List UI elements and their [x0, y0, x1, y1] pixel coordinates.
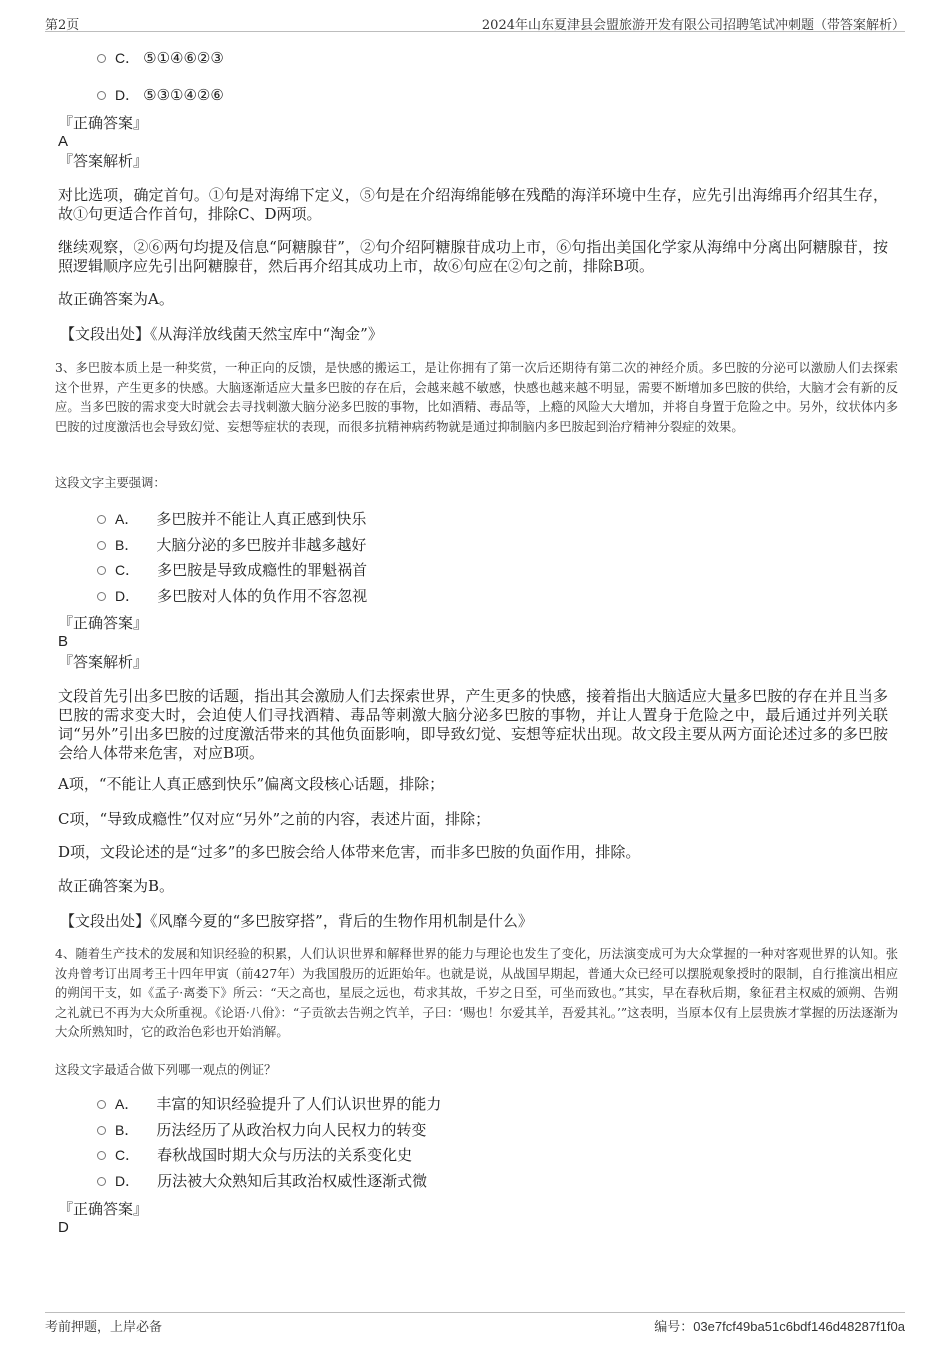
- q2-option-d[interactable]: [97, 84, 224, 106]
- q4-option-d[interactable]: [97, 1170, 427, 1192]
- option-text: 大脑分泌的多巴胺并非越多越好: [156, 536, 367, 554]
- option-text: 多巴胺对人体的负作用不容忽视: [157, 587, 368, 605]
- q4-stem: 4、随着生产技术的发展和知识经验的积累，人们认识世界和解释世界的能力与理论也发生了变化，历法演变成可为大众掌握的一种对客观世界的认知。张汝舟曾考订出周考王十四年甲寅（前427年）为我国殷历的近距始年。也就是说，从战国早期起，普通大众已经可以摆脱观象授时的限制，自行推演出相应的朔闰干支，如《孟子·离娄下》所云：“天之高也，星辰之远也，苟求其故，千岁之日至，可坐而致也。”其实，早在春秋后期，象征君主权威的颁朔、告朔之礼就已不再为大众所重视。《论语·八佾》：“子贡欲去告朔之饩羊，子曰：‘赐也！尔爱其羊，吾爱其礼。’”这表明，当原本仅有上层贵族才掌握的历法逐渐为大众所熟知时，它的政治色彩也开始消解。: [55, 947, 898, 1039]
- q3-answer: B: [58, 633, 69, 650]
- q3-answer-label: 『正确答案』: [58, 614, 149, 632]
- option-letter: D．: [115, 87, 140, 103]
- q3-analysis-a: A项，“不能让人真正感到快乐”偏离文段核心话题，排除；: [58, 775, 445, 793]
- q2-answer-label: 『正确答案』: [58, 114, 149, 132]
- radio-icon[interactable]: [97, 541, 106, 550]
- document-code: 编号：03e7fcf49ba51c6bdf146d48287f1f0a: [654, 1319, 905, 1334]
- q3-option-c[interactable]: [97, 559, 367, 581]
- option-letter: A．: [115, 511, 139, 527]
- option-letter: D．: [115, 588, 140, 604]
- document-title: 2024年山东夏津县会盟旅游开发有限公司招聘笔试冲刺题（带答案解析）: [481, 18, 905, 33]
- q4-answer-label: 『正确答案』: [58, 1200, 149, 1218]
- page-footer: [45, 1312, 905, 1336]
- radio-icon[interactable]: [97, 1151, 106, 1160]
- q2-source: 【文段出处】《从海洋放线菌天然宝库中“淘金”》: [60, 325, 383, 343]
- option-letter: C．: [115, 1147, 140, 1163]
- option-letter: A．: [115, 1096, 139, 1112]
- q3-analysis-d: D项，文段论述的是“过多”的多巴胺会给人体带来危害，而非多巴胺的负面作用，排除。: [58, 843, 641, 861]
- radio-icon[interactable]: [97, 1177, 106, 1186]
- option-letter: C．: [115, 50, 140, 66]
- q2-analysis-label: 『答案解析』: [58, 152, 149, 170]
- q3-source: 【文段出处】《风靡今夏的“多巴胺穿搭”，背后的生物作用机制是什么》: [60, 912, 533, 930]
- option-letter: D．: [115, 1173, 140, 1189]
- q2-answer: A: [58, 133, 69, 150]
- q3-analysis-c: C项，“导致成瘾性”仅对应“另外”之前的内容，表述片面，排除；: [58, 810, 491, 828]
- q4-prompt: 这段文字最适合做下列哪一观点的例证？: [55, 1063, 277, 1077]
- q3-prompt: 这段文字主要强调：: [55, 476, 166, 490]
- radio-icon[interactable]: [97, 1100, 106, 1109]
- option-letter: C．: [115, 562, 140, 578]
- q3-analysis-p1: 文段首先引出多巴胺的话题，指出其会激励人们去探索世界，产生更多的快感，接着指出大脑适应大量多巴胺的存在并且当多巴胺的需求变大时，会迫使人们寻找酒精、毒品等刺激大脑分泌多巴胺的事物，并让人置身于危险之中，最后通过并列关联词“另外”引出多巴胺的过度激活带来的其他负面影响，即导致幻觉、妄想等症状出现。故文段主要从两方面论述过多的多巴胺会给人体带来危害，对应B项。: [58, 687, 888, 762]
- q4-answer: D: [58, 1219, 69, 1236]
- option-text: 丰富的知识经验提升了人们认识世界的能力: [156, 1095, 442, 1113]
- option-text: ⑤①④⑥②③: [143, 49, 224, 67]
- q3-option-a[interactable]: [97, 508, 366, 530]
- q2-option-c[interactable]: [97, 47, 224, 69]
- radio-icon[interactable]: [97, 54, 106, 63]
- q4-option-b[interactable]: [97, 1119, 426, 1141]
- q3-option-b[interactable]: [97, 534, 366, 556]
- radio-icon[interactable]: [97, 566, 106, 575]
- radio-icon[interactable]: [97, 515, 106, 524]
- q3-analysis-label: 『答案解析』: [58, 653, 149, 671]
- option-letter: B．: [115, 537, 139, 553]
- q3-stem: 3、多巴胺本质上是一种奖赏，一种正向的反馈，是快感的搬运工，是让你拥有了第一次后还期待有第二次的神经介质。多巴胺的分泌可以激励人们去探索这个世界，产生更多的快感。大脑逐渐适应大量多巴胺的存在后，会越来越不敏感，快感也越来越不明显，需要不断增加多巴胺的供给，大脑才会有新的反应。当多巴胺的需求变大时就会去寻找刺激大脑分泌多巴胺的事物，比如酒精、毒品等，上瘾的风险大大增加，并将自身置于危险之中。另外，纹状体内多巴胺的过度激活也会导致幻觉、妄想等症状的表现，而很多抗精神病药物就是通过抑制脑内多巴胺起到治疗精神分裂症的效果。: [55, 361, 898, 434]
- q3-analysis-conclusion: 故正确答案为B。: [58, 877, 175, 895]
- option-text: 多巴胺是导致成瘾性的罪魁祸首: [157, 561, 368, 579]
- q2-analysis-p1: 对比选项，确定首句。①句是对海绵下定义，⑤句是在介绍海绵能够在残酷的海洋环境中生存，应先引出海绵再介绍其生存，故①句更适合作首句，排除C、D两项。: [58, 186, 888, 223]
- option-text: 春秋战国时期大众与历法的关系变化史: [157, 1146, 413, 1164]
- q4-option-a[interactable]: [97, 1093, 441, 1115]
- radio-icon[interactable]: [97, 1126, 106, 1135]
- page-number: 第2页: [45, 18, 80, 33]
- option-text: 历法被大众熟知后其政治权威性逐渐式微: [157, 1172, 428, 1190]
- q2-analysis-conclusion: 故正确答案为A。: [58, 290, 174, 308]
- radio-icon[interactable]: [97, 91, 106, 100]
- radio-icon[interactable]: [97, 592, 106, 601]
- option-letter: B．: [115, 1122, 139, 1138]
- q3-option-d[interactable]: [97, 585, 367, 607]
- page-header: [45, 10, 905, 32]
- footer-slogan: 考前押题，上岸必备: [45, 1320, 163, 1335]
- option-text: ⑤③①④②⑥: [143, 86, 224, 104]
- option-text: 多巴胺并不能让人真正感到快乐: [156, 510, 367, 528]
- q4-option-c[interactable]: [97, 1144, 412, 1166]
- option-text: 历法经历了从政治权力向人民权力的转变: [156, 1121, 427, 1139]
- q2-analysis-p2: 继续观察，②⑥两句均提及信息“阿糖腺苷”，②句介绍阿糖腺苷成功上市，⑥句指出美国化学家从海绵中分离出阿糖腺苷，按照逻辑顺序应先引出阿糖腺苷，然后再介绍其成功上市，故⑥句应在②句之前，排除B项。: [58, 238, 888, 275]
